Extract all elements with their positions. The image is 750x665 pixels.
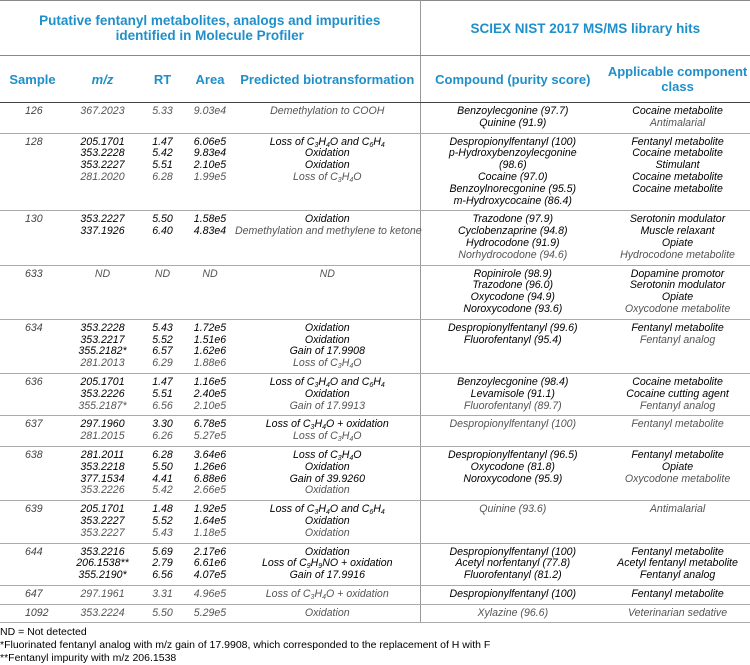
rt-cell	[140, 211, 185, 265]
area-value: 5.27e5	[193, 430, 227, 443]
rt-value: 4.41	[152, 472, 173, 485]
mz-value: 353.2227	[80, 514, 125, 527]
rt-cell	[140, 585, 185, 604]
cls-value: Fentanyl analog	[639, 569, 716, 582]
cmp-value: Acetyl norfentanyl (77.8)	[455, 557, 571, 570]
area-value: 2.66e5	[193, 484, 227, 497]
cmp-value: Despropionylfentanyl (100)	[449, 545, 577, 558]
table-row	[0, 373, 750, 415]
mz-cell	[65, 265, 140, 319]
area-cell	[185, 416, 235, 447]
mz-cell	[65, 416, 140, 447]
rt-value: 5.51	[152, 159, 173, 172]
table-row	[0, 604, 750, 623]
bio-value: Loss of $C_3H_4O$	[293, 448, 362, 462]
cmp-cell	[420, 265, 605, 319]
column-header-row	[0, 56, 750, 103]
cmp-cell	[420, 543, 605, 585]
cmp-cell	[420, 133, 605, 211]
rt-value: 6.57	[152, 345, 173, 358]
bio-cell	[235, 103, 420, 134]
area-cell	[185, 373, 235, 415]
rt-value: 6.56	[152, 399, 173, 412]
area-value: 9.03e4	[193, 105, 227, 117]
cmp-value: Trazodone (96.0)	[472, 279, 554, 292]
rt-value: 6.29	[152, 357, 173, 370]
area-cell	[185, 265, 235, 319]
table-body	[0, 103, 750, 623]
area-cell	[185, 103, 235, 134]
sample-cell: 647	[0, 585, 65, 604]
sample-cell: 637	[0, 416, 65, 447]
cmp-cell	[420, 585, 605, 604]
bio-cell	[235, 211, 420, 265]
table-row	[0, 501, 750, 543]
cmp-value: Despropionylfentanyl (96.5)	[448, 448, 578, 461]
bio-cell	[235, 604, 420, 623]
cls-value: Cocaine cutting agent	[626, 387, 729, 400]
cmp-value: Benzoylecgonine (98.4)	[457, 375, 569, 388]
sample-cell: 634	[0, 319, 65, 373]
mz-value: 355.2190*	[78, 569, 127, 582]
bio-value: Loss of $C_3H_4O$	[293, 357, 362, 371]
area-value: 1.18e5	[193, 526, 227, 539]
cls-value: Cocaine metabolite	[632, 375, 723, 388]
bio-cell	[235, 265, 420, 319]
mz-cell	[65, 319, 140, 373]
cls-value: Cocaine metabolite	[632, 182, 723, 195]
area-value: 1.16e5	[193, 375, 227, 388]
cls-cell	[605, 133, 750, 211]
bio-value: Loss of $C_3H_4O$	[293, 170, 362, 184]
area-cell	[185, 543, 235, 585]
rt-cell	[140, 446, 185, 500]
bio-cell	[235, 501, 420, 543]
mz-value: 353.2216	[80, 545, 125, 558]
cmp-cell	[420, 501, 605, 543]
bio-value: Loss of $C_9H_9NO$ + oxidation	[261, 557, 393, 571]
bio-value: Gain of 17.9916	[289, 569, 365, 582]
mz-value: 206.1538**	[76, 557, 129, 570]
area-value: 2.17e6	[193, 545, 227, 558]
cls-value: Opiate	[661, 291, 694, 304]
cls-cell	[605, 373, 750, 415]
sample-cell: 128	[0, 133, 65, 211]
mz-cell	[65, 446, 140, 500]
bio-value: Gain of 17.9908	[289, 345, 365, 358]
area-value: 5.29e5	[193, 606, 227, 619]
cls-value: Fentanyl metabolite	[631, 587, 724, 600]
bio-cell	[235, 585, 420, 604]
bio-value: Demethylation and methylene to ketone	[235, 225, 422, 238]
sample-cell: 633	[0, 265, 65, 319]
rt-cell	[140, 416, 185, 447]
mz-value: 281.2015	[80, 430, 125, 443]
cls-cell	[605, 416, 750, 447]
cmp-value: m-Hydroxycocaine (86.4)	[453, 194, 572, 207]
rt-value: 6.56	[152, 569, 173, 582]
sample-cell: 126	[0, 103, 65, 134]
mz-value: 297.1961	[80, 587, 125, 600]
sample-cell: 644	[0, 543, 65, 585]
cls-value: Fentanyl analog	[639, 399, 716, 412]
cls-value: Opiate	[661, 236, 694, 249]
area-cell	[185, 501, 235, 543]
cmp-value: Oxycodone (94.9)	[470, 291, 555, 304]
cls-cell	[605, 604, 750, 623]
cmp-value: Despropionylfentanyl (99.6)	[448, 321, 578, 334]
cmp-value: Hydrocodone (91.9)	[465, 236, 560, 249]
cmp-cell	[420, 604, 605, 623]
bio-value: Oxidation	[304, 606, 350, 619]
mz-value: 377.1534	[80, 472, 125, 485]
footnote-fentanyl-impurity: **Fentanyl impurity with m/z 206.1538	[0, 652, 177, 665]
rt-cell	[140, 265, 185, 319]
bio-value: Oxidation	[304, 484, 350, 497]
group-header-nist-library: SCIEX NIST 2017 MS/MS library hits	[420, 1, 750, 56]
rt-value: 5.33	[152, 105, 173, 117]
rt-value: 6.28	[152, 170, 173, 183]
cls-value: Antimalarial	[649, 116, 706, 129]
bio-value: ND	[319, 267, 335, 280]
cls-value: Veterinarian sedative	[627, 606, 728, 619]
cmp-cell	[420, 373, 605, 415]
cls-value: Fentanyl metabolite	[631, 545, 724, 558]
area-value: 3.64e6	[193, 448, 227, 461]
cls-value: Serotonin modulator	[629, 279, 726, 292]
bio-value: Demethylation to COOH	[270, 105, 385, 117]
table-footnotes	[0, 626, 750, 665]
sample-cell: 638	[0, 446, 65, 500]
mz-value: 353.2226	[80, 484, 125, 497]
cls-cell	[605, 446, 750, 500]
cls-cell	[605, 211, 750, 265]
rt-value: 5.50	[152, 213, 173, 226]
area-cell	[185, 446, 235, 500]
table-row	[0, 585, 750, 604]
group-header-molecule-profiler: Putative fentanyl metabolites, analogs and impurities identified in Molecule Profiler	[0, 1, 420, 56]
cmp-value: Quinine (91.9)	[479, 116, 547, 129]
area-value: 1.92e5	[193, 503, 227, 516]
bio-cell	[235, 133, 420, 211]
rt-cell	[140, 373, 185, 415]
rt-value: 5.43	[152, 526, 173, 539]
table-row	[0, 319, 750, 373]
footnote-nd: ND = Not detected	[0, 626, 87, 639]
rt-value: 6.26	[152, 430, 173, 443]
rt-cell	[140, 103, 185, 134]
cmp-value: Trazodone (97.9)	[472, 213, 554, 226]
area-value: 6.06e5	[193, 135, 227, 148]
area-value: 4.96e5	[193, 587, 227, 600]
rt-value: 5.50	[152, 606, 173, 619]
table-row	[0, 133, 750, 211]
rt-value: ND	[154, 267, 171, 280]
bio-cell	[235, 543, 420, 585]
rt-value: 5.42	[152, 147, 173, 160]
cmp-value: Norhydrocodone (94.6)	[458, 248, 568, 261]
bio-value: Gain of 17.9913	[289, 399, 365, 412]
cls-value: Muscle relaxant	[640, 225, 715, 238]
area-value: 1.58e5	[193, 213, 227, 226]
bio-cell	[235, 373, 420, 415]
bio-value: Loss of $C_3H_4O$ and $C_6H_4$	[269, 375, 385, 389]
rt-value: 1.48	[152, 503, 173, 516]
sample-cell: 639	[0, 501, 65, 543]
rt-cell	[140, 319, 185, 373]
bio-value: Oxidation	[304, 321, 350, 334]
cls-value: Fentanyl metabolite	[631, 418, 724, 431]
area-value: 1.99e5	[193, 170, 227, 183]
column-header-component-class: Applicable component class	[605, 56, 750, 103]
area-value: 1.51e6	[193, 333, 227, 346]
bio-value: Loss of $C_3H_4O$ + oxidation	[265, 418, 389, 432]
cmp-value: Ropinirole (98.9)	[473, 267, 552, 280]
sample-cell: 130	[0, 211, 65, 265]
cls-cell	[605, 501, 750, 543]
mz-value: 205.1701	[80, 375, 125, 388]
cls-value: Antimalarial	[649, 503, 706, 516]
cls-value: Hydrocodone metabolite	[620, 248, 735, 261]
rt-value: 2.79	[152, 557, 173, 570]
mz-value: 353.2227	[80, 213, 125, 226]
mz-value: 281.2013	[80, 357, 125, 370]
area-value: 6.88e6	[193, 472, 227, 485]
rt-value: 5.42	[152, 484, 173, 497]
area-value: 1.62e6	[193, 345, 227, 358]
mz-value: 205.1701	[80, 135, 125, 148]
bio-value: Oxidation	[304, 333, 350, 346]
cls-value: Fentanyl analog	[639, 333, 716, 346]
cmp-value: Cyclobenzaprine (94.8)	[458, 225, 568, 238]
bio-value: Oxidation	[304, 387, 350, 400]
mz-value: 355.2182*	[78, 345, 127, 358]
bio-cell	[235, 319, 420, 373]
cmp-value: (98.6)	[498, 159, 527, 172]
cls-value: Cocaine metabolite	[632, 105, 723, 117]
mz-value: 367.2023	[80, 105, 125, 117]
mz-value: 337.1926	[80, 225, 125, 238]
cls-value: Stimulant	[655, 159, 700, 172]
rt-value: 5.43	[152, 321, 173, 334]
mz-value: 353.2218	[80, 460, 125, 473]
column-header-rt: RT	[140, 56, 185, 103]
bio-value: Loss of $C_3H_4O$ and $C_6H_4$	[269, 135, 385, 149]
cls-value: Cocaine metabolite	[632, 147, 723, 160]
cmp-value: Quinine (93.6)	[479, 503, 547, 516]
column-header-sample: Sample	[0, 56, 65, 103]
rt-value: 1.47	[152, 375, 173, 388]
cls-value: Acetyl fentanyl metabolite	[617, 557, 738, 570]
cmp-value: Benzoylnorecgonine (95.5)	[449, 182, 577, 195]
bio-value: Oxidation	[304, 147, 350, 160]
cmp-value: Despropionylfentanyl (100)	[449, 418, 577, 431]
table-row	[0, 265, 750, 319]
table-row	[0, 446, 750, 500]
area-value: 6.61e6	[193, 557, 227, 570]
bio-cell	[235, 446, 420, 500]
mz-value: 353.2228	[80, 321, 125, 334]
mz-cell	[65, 585, 140, 604]
mz-cell	[65, 604, 140, 623]
bio-cell	[235, 416, 420, 447]
cmp-cell	[420, 416, 605, 447]
mz-cell	[65, 501, 140, 543]
mz-value: 353.2228	[80, 147, 125, 160]
cls-value: Fentanyl metabolite	[631, 448, 724, 461]
area-value: 2.10e5	[193, 399, 227, 412]
area-cell	[185, 604, 235, 623]
bio-value: Oxidation	[304, 514, 350, 527]
cls-cell	[605, 265, 750, 319]
cmp-value: Xylazine (96.6)	[477, 606, 549, 619]
area-value: ND	[202, 267, 218, 280]
cls-cell	[605, 319, 750, 373]
group-header-row	[0, 1, 750, 56]
cls-value: Opiate	[661, 460, 694, 473]
rt-value: 6.28	[152, 448, 173, 461]
rt-value: 5.50	[152, 460, 173, 473]
cmp-cell	[420, 103, 605, 134]
mz-cell	[65, 103, 140, 134]
footnote-fluorinated-analog: *Fluorinated fentanyl analog with m/z gain of 17.9908, which corresponded to the replacement of H with F	[0, 639, 491, 652]
bio-value: Oxidation	[304, 213, 350, 226]
column-header-compound: Compound (purity score)	[420, 56, 605, 103]
rt-value: 5.52	[152, 514, 173, 527]
rt-value: 6.40	[152, 225, 173, 238]
mz-cell	[65, 373, 140, 415]
area-value: 1.88e6	[193, 357, 227, 370]
mz-value: 353.2217	[80, 333, 125, 346]
area-value: 1.26e6	[193, 460, 227, 473]
area-cell	[185, 211, 235, 265]
rt-value: 5.69	[152, 545, 173, 558]
mz-cell	[65, 211, 140, 265]
mz-cell	[65, 133, 140, 211]
cls-value: Serotonin modulator	[629, 213, 726, 226]
cmp-value: Levamisole (91.1)	[470, 387, 555, 400]
cls-cell	[605, 585, 750, 604]
rt-cell	[140, 604, 185, 623]
rt-cell	[140, 133, 185, 211]
cls-value: Oxycodone metabolite	[624, 302, 731, 315]
rt-cell	[140, 501, 185, 543]
cmp-value: Benzoylecgonine (97.7)	[457, 105, 569, 117]
bio-value: Loss of $C_3H_4O$ and $C_6H_4$	[269, 503, 385, 517]
cmp-value: Fluorofentanyl (89.7)	[463, 399, 562, 412]
area-value: 6.78e5	[193, 418, 227, 431]
rt-value: 3.31	[152, 587, 173, 600]
mz-value: 353.2226	[80, 387, 125, 400]
mz-value: 297.1960	[80, 418, 125, 431]
mz-value: 353.2227	[80, 159, 125, 172]
bio-value: Oxidation	[304, 526, 350, 539]
cls-value: Dopamine promotor	[630, 267, 725, 280]
mz-value: 205.1701	[80, 503, 125, 516]
mz-value: ND	[94, 267, 111, 280]
cls-cell	[605, 103, 750, 134]
cls-value: Fentanyl metabolite	[631, 321, 724, 334]
sample-cell: 636	[0, 373, 65, 415]
rt-value: 5.52	[152, 333, 173, 346]
sample-cell: 1092	[0, 604, 65, 623]
bio-value: Loss of $C_3H_4O$ + oxidation	[265, 587, 389, 601]
mz-cell	[65, 543, 140, 585]
table-row	[0, 416, 750, 447]
cmp-value: Noroxycodone (95.9)	[463, 472, 563, 485]
rt-value: 1.47	[152, 135, 173, 148]
rt-value: 3.30	[152, 418, 173, 431]
area-cell	[185, 319, 235, 373]
cls-value: Fentanyl metabolite	[631, 135, 724, 148]
cmp-cell	[420, 446, 605, 500]
mz-value: 353.2227	[80, 526, 125, 539]
table-row	[0, 211, 750, 265]
cmp-cell	[420, 211, 605, 265]
mz-value: 353.2224	[80, 606, 125, 619]
cmp-value: Despropionylfentanyl (100)	[449, 135, 577, 148]
column-header-biotransformation: Predicted biotransformation	[235, 56, 420, 103]
area-value: 2.40e5	[193, 387, 227, 400]
column-header-area: Area	[185, 56, 235, 103]
area-value: 2.10e5	[193, 159, 227, 172]
cmp-value: Fluorofentanyl (81.2)	[463, 569, 562, 582]
bio-value: Oxidation	[304, 159, 350, 172]
cls-cell	[605, 543, 750, 585]
bio-value: Gain of 39.9260	[289, 472, 365, 485]
cls-value: Oxycodone metabolite	[624, 472, 731, 485]
cmp-value: Oxycodone (81.8)	[470, 460, 555, 473]
cmp-value: Cocaine (97.0)	[478, 170, 548, 183]
area-value: 4.83e4	[193, 225, 227, 238]
cmp-value: Noroxycodone (93.6)	[463, 302, 563, 315]
bio-value: Oxidation	[304, 545, 350, 558]
area-value: 1.64e5	[193, 514, 227, 527]
table-row	[0, 103, 750, 134]
area-value: 9.83e4	[193, 147, 227, 160]
mz-value: 355.2187*	[78, 399, 127, 412]
cmp-value: Fluorofentanyl (95.4)	[463, 333, 562, 346]
area-value: 1.72e5	[193, 321, 227, 334]
bio-value: Oxidation	[304, 460, 350, 473]
cmp-value: p-Hydroxybenzoylecgonine	[448, 147, 577, 160]
table-row	[0, 543, 750, 585]
rt-cell	[140, 543, 185, 585]
area-cell	[185, 133, 235, 211]
cmp-cell	[420, 319, 605, 373]
area-cell	[185, 585, 235, 604]
cmp-value: Despropionylfentanyl (100)	[449, 587, 577, 600]
cls-value: Cocaine metabolite	[632, 170, 723, 183]
mz-value: 281.2011	[80, 448, 125, 461]
bio-value: Loss of $C_3H_4O$	[293, 430, 362, 444]
area-value: 4.07e5	[193, 569, 227, 582]
rt-value: 5.51	[152, 387, 173, 400]
mz-value: 281.2020	[80, 170, 125, 183]
column-header-mz: m/z	[65, 56, 140, 103]
